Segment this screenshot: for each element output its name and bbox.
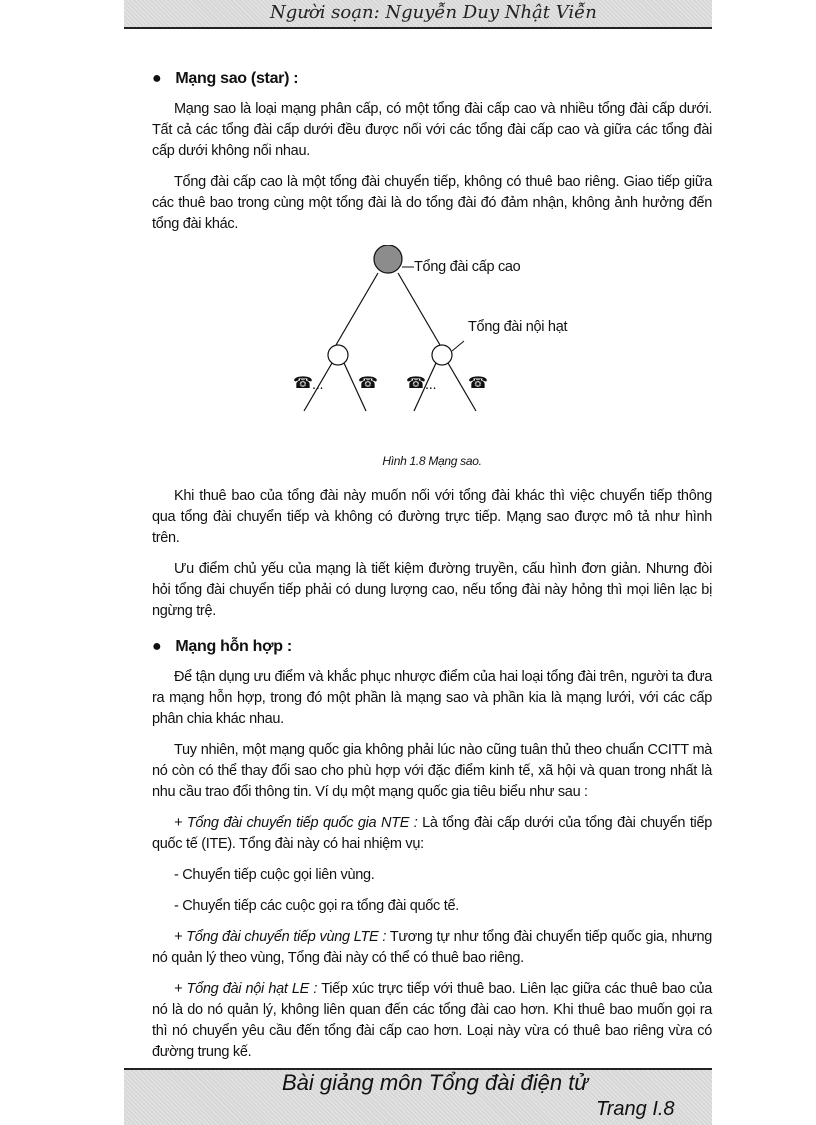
paragraph: Khi thuê bao của tổng đài này muốn nối với tổng đài khác thì việc chuyển tiếp thông qua tổng đài chuyển tiếp và không có đường trực tiếp. Mạng sao được mô tả như hình trên. xyxy=(152,488,712,546)
local-exchange-label: Tổng đài nội hạt xyxy=(468,319,568,335)
paragraph: Tổng đài cấp cao là một tổng đài chuyển tiếp, không có thuê bao riêng. Giao tiếp giữa các thuê bao trong cùng một tổng đài là do tổng đài đó đảm nhận, không ảnh hưởng đến tổng đài khác. xyxy=(152,174,712,232)
bullet-icon: ● xyxy=(152,638,162,655)
top-exchange-node xyxy=(374,245,402,273)
page-number: Trang I.8 xyxy=(596,1098,675,1120)
telephone-icon: ☎ xyxy=(468,375,488,392)
paragraph-lte: + Tổng đài chuyển tiếp vùng LTE : Tương tự như tổng đài chuyển tiếp quốc gia, nhưng nó quản lý theo vùng, Tổng đài này có thể có thuê bao riêng. xyxy=(152,929,712,966)
edge xyxy=(398,273,440,345)
paragraph: Ưu điểm chủ yếu của mạng là tiết kiệm đường truyền, cấu hình đơn giản. Nhưng đòi hỏi tổng đài chuyển tiếp phải có dung lượng cao, nếu tổng đài này hỏng thì mọi liên lạc bị ngừng trệ. xyxy=(152,561,712,619)
section-heading-star: ● Mạng sao (star) : xyxy=(152,70,299,87)
bullet-icon: ● xyxy=(152,70,162,87)
top-exchange-label: Tổng đài cấp cao xyxy=(414,259,521,275)
edge xyxy=(336,273,378,345)
section-heading-hybrid: ● Mạng hỗn hợp : xyxy=(152,638,292,655)
term-nte: + Tổng đài chuyển tiếp quốc gia NTE : xyxy=(174,815,418,831)
pointer-line xyxy=(452,341,464,351)
telephone-icon: ☎ xyxy=(293,375,313,392)
star-network-figure xyxy=(152,245,712,441)
ellipsis-right: ... xyxy=(425,377,437,393)
dash-item: - Chuyển tiếp các cuộc gọi ra tổng đài quốc tế. xyxy=(174,898,459,914)
ellipsis-left: ... xyxy=(312,377,324,393)
paragraph: Tuy nhiên, một mạng quốc gia không phải lúc nào cũng tuân thủ theo chuẩn CCITT mà nó còn có thể thay đổi sao cho phù hợp với đặc điểm kinh tế, xã hội và quan trong nhất là nhu cầu trao đổi thông tin. Ví dụ một mạng quốc gia tiêu biểu như sau : xyxy=(152,742,712,800)
paragraph: Mạng sao là loại mạng phân cấp, có một tổng đài cấp cao và nhiều tổng đài cấp dưới. Tất cả các tổng đài cấp dưới đều được nối với các tổng đài cấp cao và giữa các tổng đài cấp dưới không nối nhau. xyxy=(152,101,712,159)
header-author: Người soạn: Nguyễn Duy Nhật Viễn xyxy=(270,2,597,23)
telephone-icon: ☎ xyxy=(406,375,426,392)
paragraph-le: + Tổng đài nội hạt LE : Tiếp xúc trực tiếp với thuê bao. Liên lạc giữa các thuê bao của nó là do nó quản lý, không liên quan đến các tổng đài cao hơn. Khi thuê bao muốn gọi ra thì nó chuyển yêu cầu đến tổng đài cấp cao hơn. Loại này vừa có thuê bao riêng vừa có đường trung kế. xyxy=(152,981,712,1060)
term-le: + Tổng đài nội hạt LE : xyxy=(174,981,318,997)
local-exchange-node xyxy=(328,345,348,365)
term-lte: + Tổng đài chuyển tiếp vùng LTE : xyxy=(174,929,387,945)
dash-item: - Chuyển tiếp cuộc gọi liên vùng. xyxy=(174,867,375,883)
local-exchange-node xyxy=(432,345,452,365)
paragraph-nte: + Tổng đài chuyển tiếp quốc gia NTE : Là tổng đài cấp dưới của tổng đài chuyển tiếp quốc tế (ITE). Tổng đài này có hai nhiệm vụ: xyxy=(152,815,713,852)
figure-caption: Hình 1.8 Mạng sao. xyxy=(382,454,482,468)
paragraph: Để tận dụng ưu điểm và khắc phục nhược điểm của hai loại tổng đài trên, người ta đưa ra mạng hỗn hợp, trong đó một phần là mạng sao và phần kia là mạng lưới, với các cấp phân chia khác nhau. xyxy=(152,669,712,727)
page-content xyxy=(152,68,712,1073)
footer-title: Bài giảng môn Tổng đài điện tử xyxy=(282,1070,589,1095)
telephone-icon: ☎ xyxy=(358,375,378,392)
